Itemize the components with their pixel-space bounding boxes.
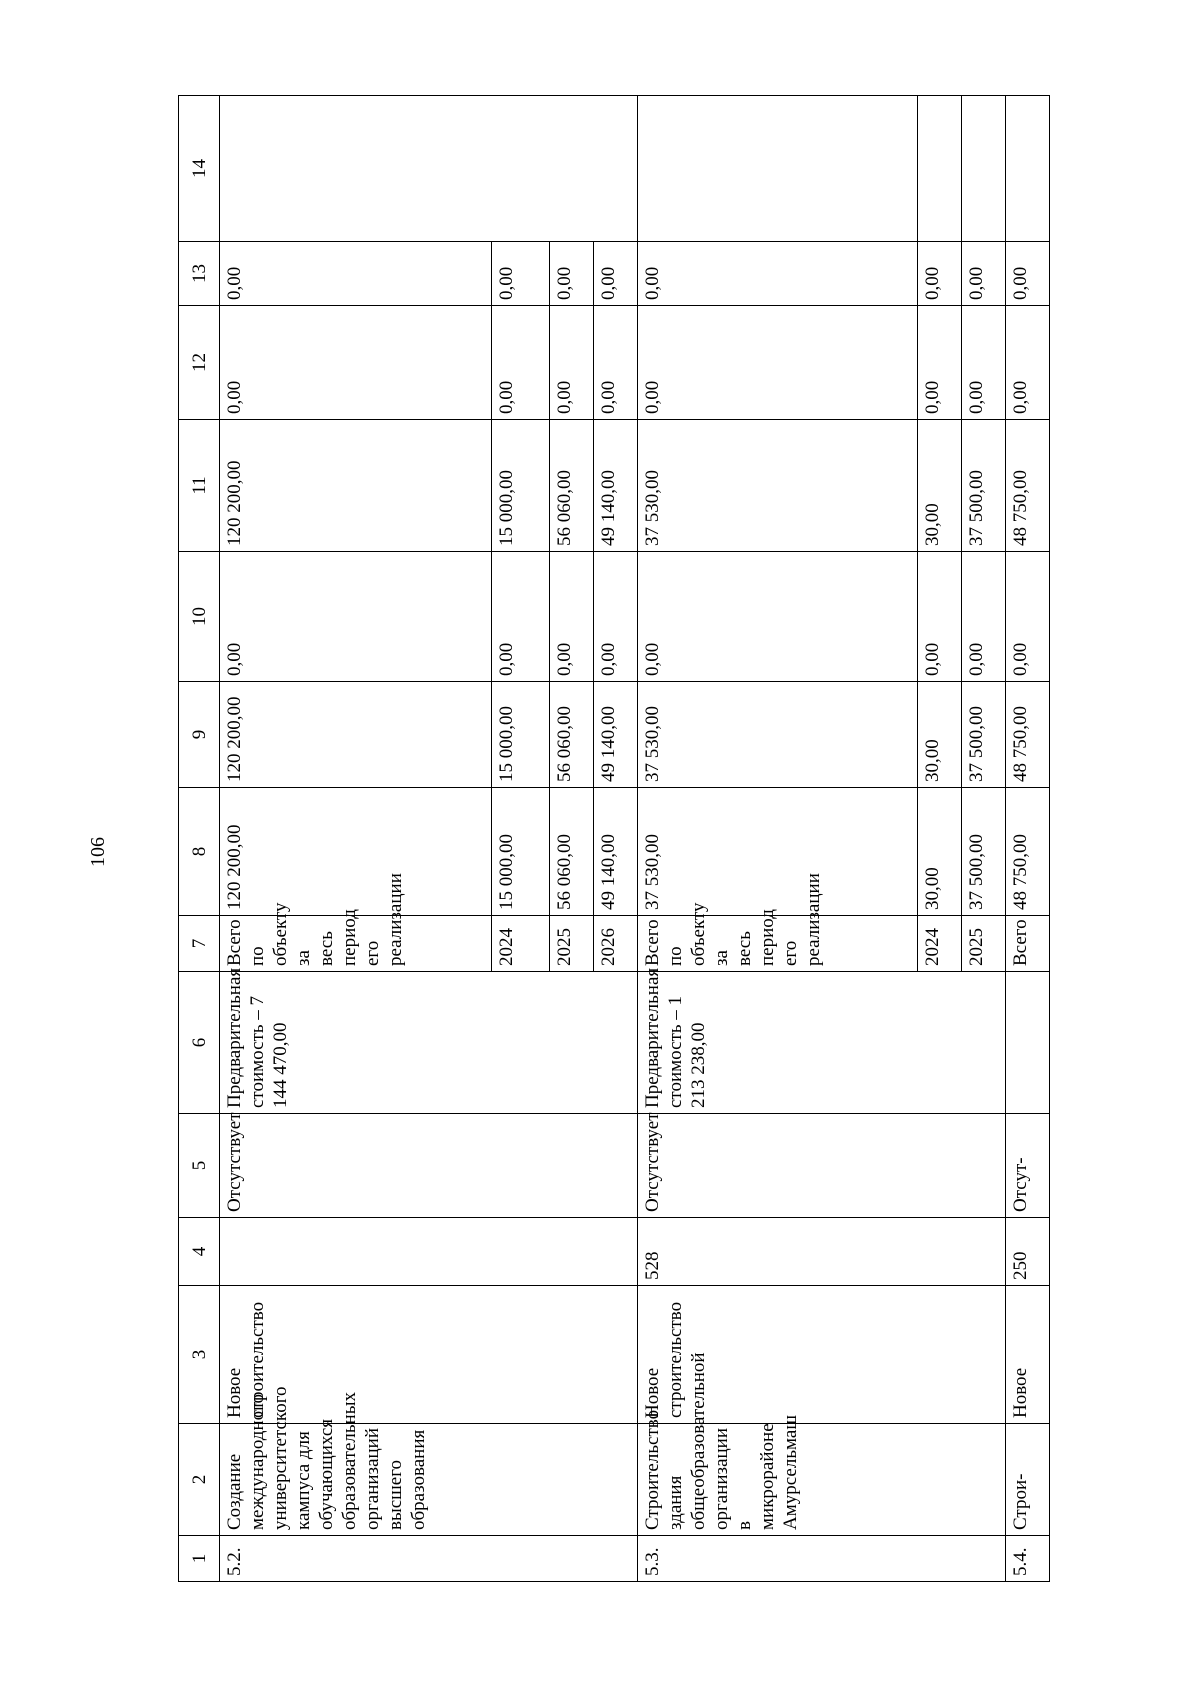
value-col12: 0,00 [962,306,1006,420]
value-col8: 37 530,00 [638,788,918,916]
row-number: 5.3. [638,1536,1006,1582]
row-number: 5.4. [1006,1536,1050,1582]
value-col14 [962,96,1006,242]
value-col9: 49 140,00 [594,682,638,788]
value-col11: 30,00 [918,420,962,552]
period: 2025 [962,916,1006,972]
value-col10: 0,00 [918,552,962,682]
capacity: 250 [1006,1218,1050,1286]
value-col13: 0,00 [1006,242,1050,306]
value-col11: 37 500,00 [962,420,1006,552]
col-header: 10 [179,552,220,682]
col-header: 1 [179,1536,220,1582]
value-col8: 15 000,00 [492,788,550,916]
col-header: 6 [179,972,220,1114]
col-header: 4 [179,1218,220,1286]
value-col9: 37 500,00 [962,682,1006,788]
value-col8: 37 500,00 [962,788,1006,916]
period: Всего [1006,916,1050,972]
value-col9: 37 530,00 [638,682,918,788]
value-col10: 0,00 [492,552,550,682]
value-col12: 0,00 [594,306,638,420]
value-col8: 30,00 [918,788,962,916]
value-col11: 120 200,00 [220,420,492,552]
value-col12: 0,00 [220,306,492,420]
col-header: 2 [179,1424,220,1536]
value-col9: 120 200,00 [220,682,492,788]
col-header: 12 [179,306,220,420]
design-docs: Отсутствует [220,1114,638,1218]
design-docs: Отсутствует [638,1114,1006,1218]
value-col11: 37 530,00 [638,420,918,552]
construction-type: Новое строительство [220,1286,638,1424]
page-number: 106 [87,837,109,867]
value-col8: 120 200,00 [220,788,492,916]
value-col13: 0,00 [594,242,638,306]
investment-table [178,95,1050,1582]
col-header: 7 [179,916,220,972]
value-col12: 0,00 [918,306,962,420]
value-col12: 0,00 [1006,306,1050,420]
construction-type: Новое [1006,1286,1050,1424]
value-col10: 0,00 [962,552,1006,682]
col-header: 13 [179,242,220,306]
period: 2025 [550,916,594,972]
value-col13: 0,00 [220,242,492,306]
value-col14 [918,96,962,242]
value-col10: 0,00 [638,552,918,682]
value-col8: 56 060,00 [550,788,594,916]
period: 2024 [918,916,962,972]
estimated-cost: Предварительная стоимость – 7 144 470,00 [220,972,638,1114]
value-col11: 15 000,00 [492,420,550,552]
period: 2026 [594,916,638,972]
value-col10: 0,00 [550,552,594,682]
object-name: Строи- [1006,1424,1050,1536]
value-col10: 0,00 [220,552,492,682]
col-header: 11 [179,420,220,552]
value-col9: 30,00 [918,682,962,788]
value-col10: 0,00 [1006,552,1050,682]
value-col13: 0,00 [918,242,962,306]
value-col12: 0,00 [550,306,594,420]
value-col14 [220,96,638,242]
col-header: 9 [179,682,220,788]
row-number: 5.2. [220,1536,638,1582]
value-col9: 15 000,00 [492,682,550,788]
design-docs: Отсут- [1006,1114,1050,1218]
table-row [1006,96,1050,1582]
table-row [220,96,492,1582]
period: Всего по объекту за весь период его реализации [638,916,918,972]
value-col11: 56 060,00 [550,420,594,552]
value-col8: 48 750,00 [1006,788,1050,916]
capacity [220,1218,638,1286]
column-number-row [179,96,220,1582]
estimated-cost [1006,972,1050,1114]
value-col9: 56 060,00 [550,682,594,788]
value-col13: 0,00 [492,242,550,306]
value-col14 [638,96,918,242]
estimated-cost: Предварительная стоимость – 1 213 238,00 [638,972,1006,1114]
rotated-table-container [178,96,1138,1582]
col-header: 8 [179,788,220,916]
object-name: Строительство здания общеобразовательной организации в микрорайоне Амурсельмаш [638,1424,1006,1536]
value-col13: 0,00 [962,242,1006,306]
period: 2024 [492,916,550,972]
value-col10: 0,00 [594,552,638,682]
value-col8: 49 140,00 [594,788,638,916]
col-header: 14 [179,96,220,242]
value-col12: 0,00 [492,306,550,420]
col-header: 5 [179,1114,220,1218]
value-col11: 48 750,00 [1006,420,1050,552]
value-col13: 0,00 [550,242,594,306]
value-col11: 49 140,00 [594,420,638,552]
construction-type: Новое строительство [638,1286,1006,1424]
value-col9: 48 750,00 [1006,682,1050,788]
table-row [638,96,918,1582]
value-col14 [1006,96,1050,242]
object-name: Создание международного университетского кампуса для обучающихся образовательных организаций высшего образования [220,1424,638,1536]
col-header: 3 [179,1286,220,1424]
value-col13: 0,00 [638,242,918,306]
period: Всего по объекту за весь период его реализации [220,916,492,972]
capacity: 528 [638,1218,1006,1286]
value-col12: 0,00 [638,306,918,420]
